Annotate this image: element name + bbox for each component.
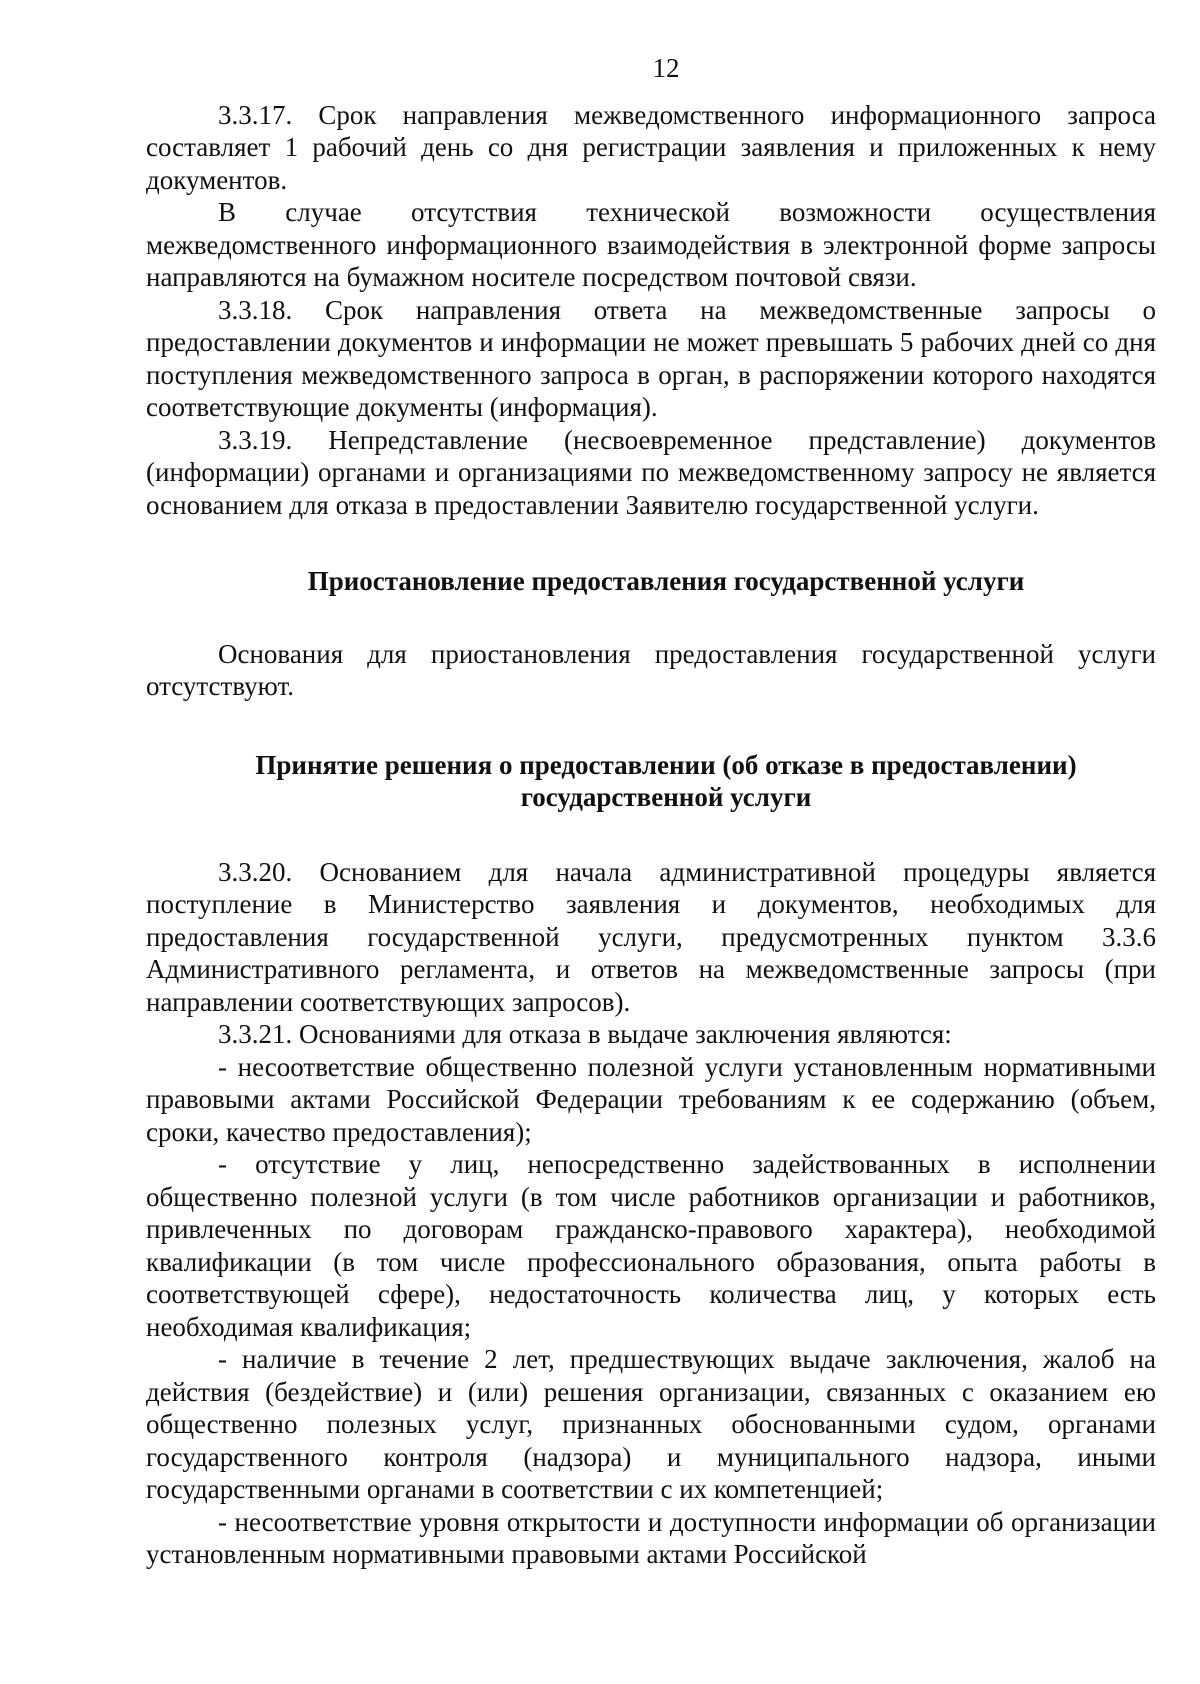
paragraph-3-3-19: 3.3.19. Непредставление (несвоевременное представление) документов (информации) органами и организациями по межведомственному запросу не является основанием для отказа в предоставлении Заявителю государственной услуги.: [146, 424, 1156, 520]
document-page: [146, 52, 1156, 1571]
page-number: 12: [652, 53, 680, 83]
list-item-complaints: - наличие в течение 2 лет, предшествующих выдаче заключения, жалоб на действия (бездействие) и (или) решения организации, связанных с оказанием ею общественно полезных услуг, признанных обоснованными судом, органами государственного контроля (надзора) и муниципального надзора, иными государственными органами в соответствии с их компетенцией;: [146, 1344, 1156, 1504]
section-heading-suspension: Приостановление предоставления государственной услуги: [307, 566, 1025, 596]
paragraph-3-3-20: 3.3.20. Основанием для начала административной процедуры является поступление в Министерство заявления и документов, необходимых для предоставления государственной услуги, предусмотренных пунктом 3.3.6 Административного регламента, и ответов на межведомственные запросы (при направлении соответствующих запросов).: [146, 856, 1156, 1017]
paragraph-3-3-18: 3.3.18. Срок направления ответа на межведомственные запросы о предоставлении документов и информации не может превышать 5 рабочих дней со дня поступления межведомственного запроса в орган, в распоряжении которого находятся соответствующие документы (информация).: [146, 294, 1156, 422]
paragraph-3-3-21: 3.3.21. Основаниями для отказа в выдаче заключения являются:: [218, 1019, 952, 1049]
paragraph-suspension-grounds: Основания для приостановления предоставления государственной услуги отсутствуют.: [146, 638, 1156, 701]
section-heading-decision-line2: государственной услуги: [520, 782, 812, 812]
section-heading-decision-line1: Принятие решения о предоставлении (об отказе в предоставлении): [255, 749, 1077, 780]
paragraph-no-technical-possibility: В случае отсутствия технической возможности осуществления межведомственного информационного взаимодействия в электронной форме запросы направляются на бумажном носителе посредством почтовой связи.: [146, 197, 1156, 292]
paragraph-3-3-17: 3.3.17. Срок направления межведомственного информационного запроса составляет 1 рабочий день со дня регистрации заявления и приложенных к нему документов.: [146, 99, 1156, 195]
list-item-lack-of-qualification: - отсутствие у лиц, непосредственно задействованных в исполнении общественно полезной услуги (в том числе работников организации и работников, привлеченных по договорам гражданско-правового характера), необходимой квалификации (в том числе профессионального образования, опыта работы в соответствующей сфере), недостаточность количества лиц, у которых есть необходимая квалификация;: [146, 1149, 1156, 1342]
list-item-service-noncompliance: - несоответствие общественно полезной услуги установленным нормативными правовыми актами Российской Федерации требованиям к ее содержанию (объем, сроки, качество предоставления);: [146, 1051, 1156, 1147]
list-item-openness-noncompliance: - несоответствие уровня открытости и доступности информации об организации установленным нормативными правовыми актами Российской: [146, 1506, 1156, 1569]
section-heading-decision: [146, 749, 1156, 814]
